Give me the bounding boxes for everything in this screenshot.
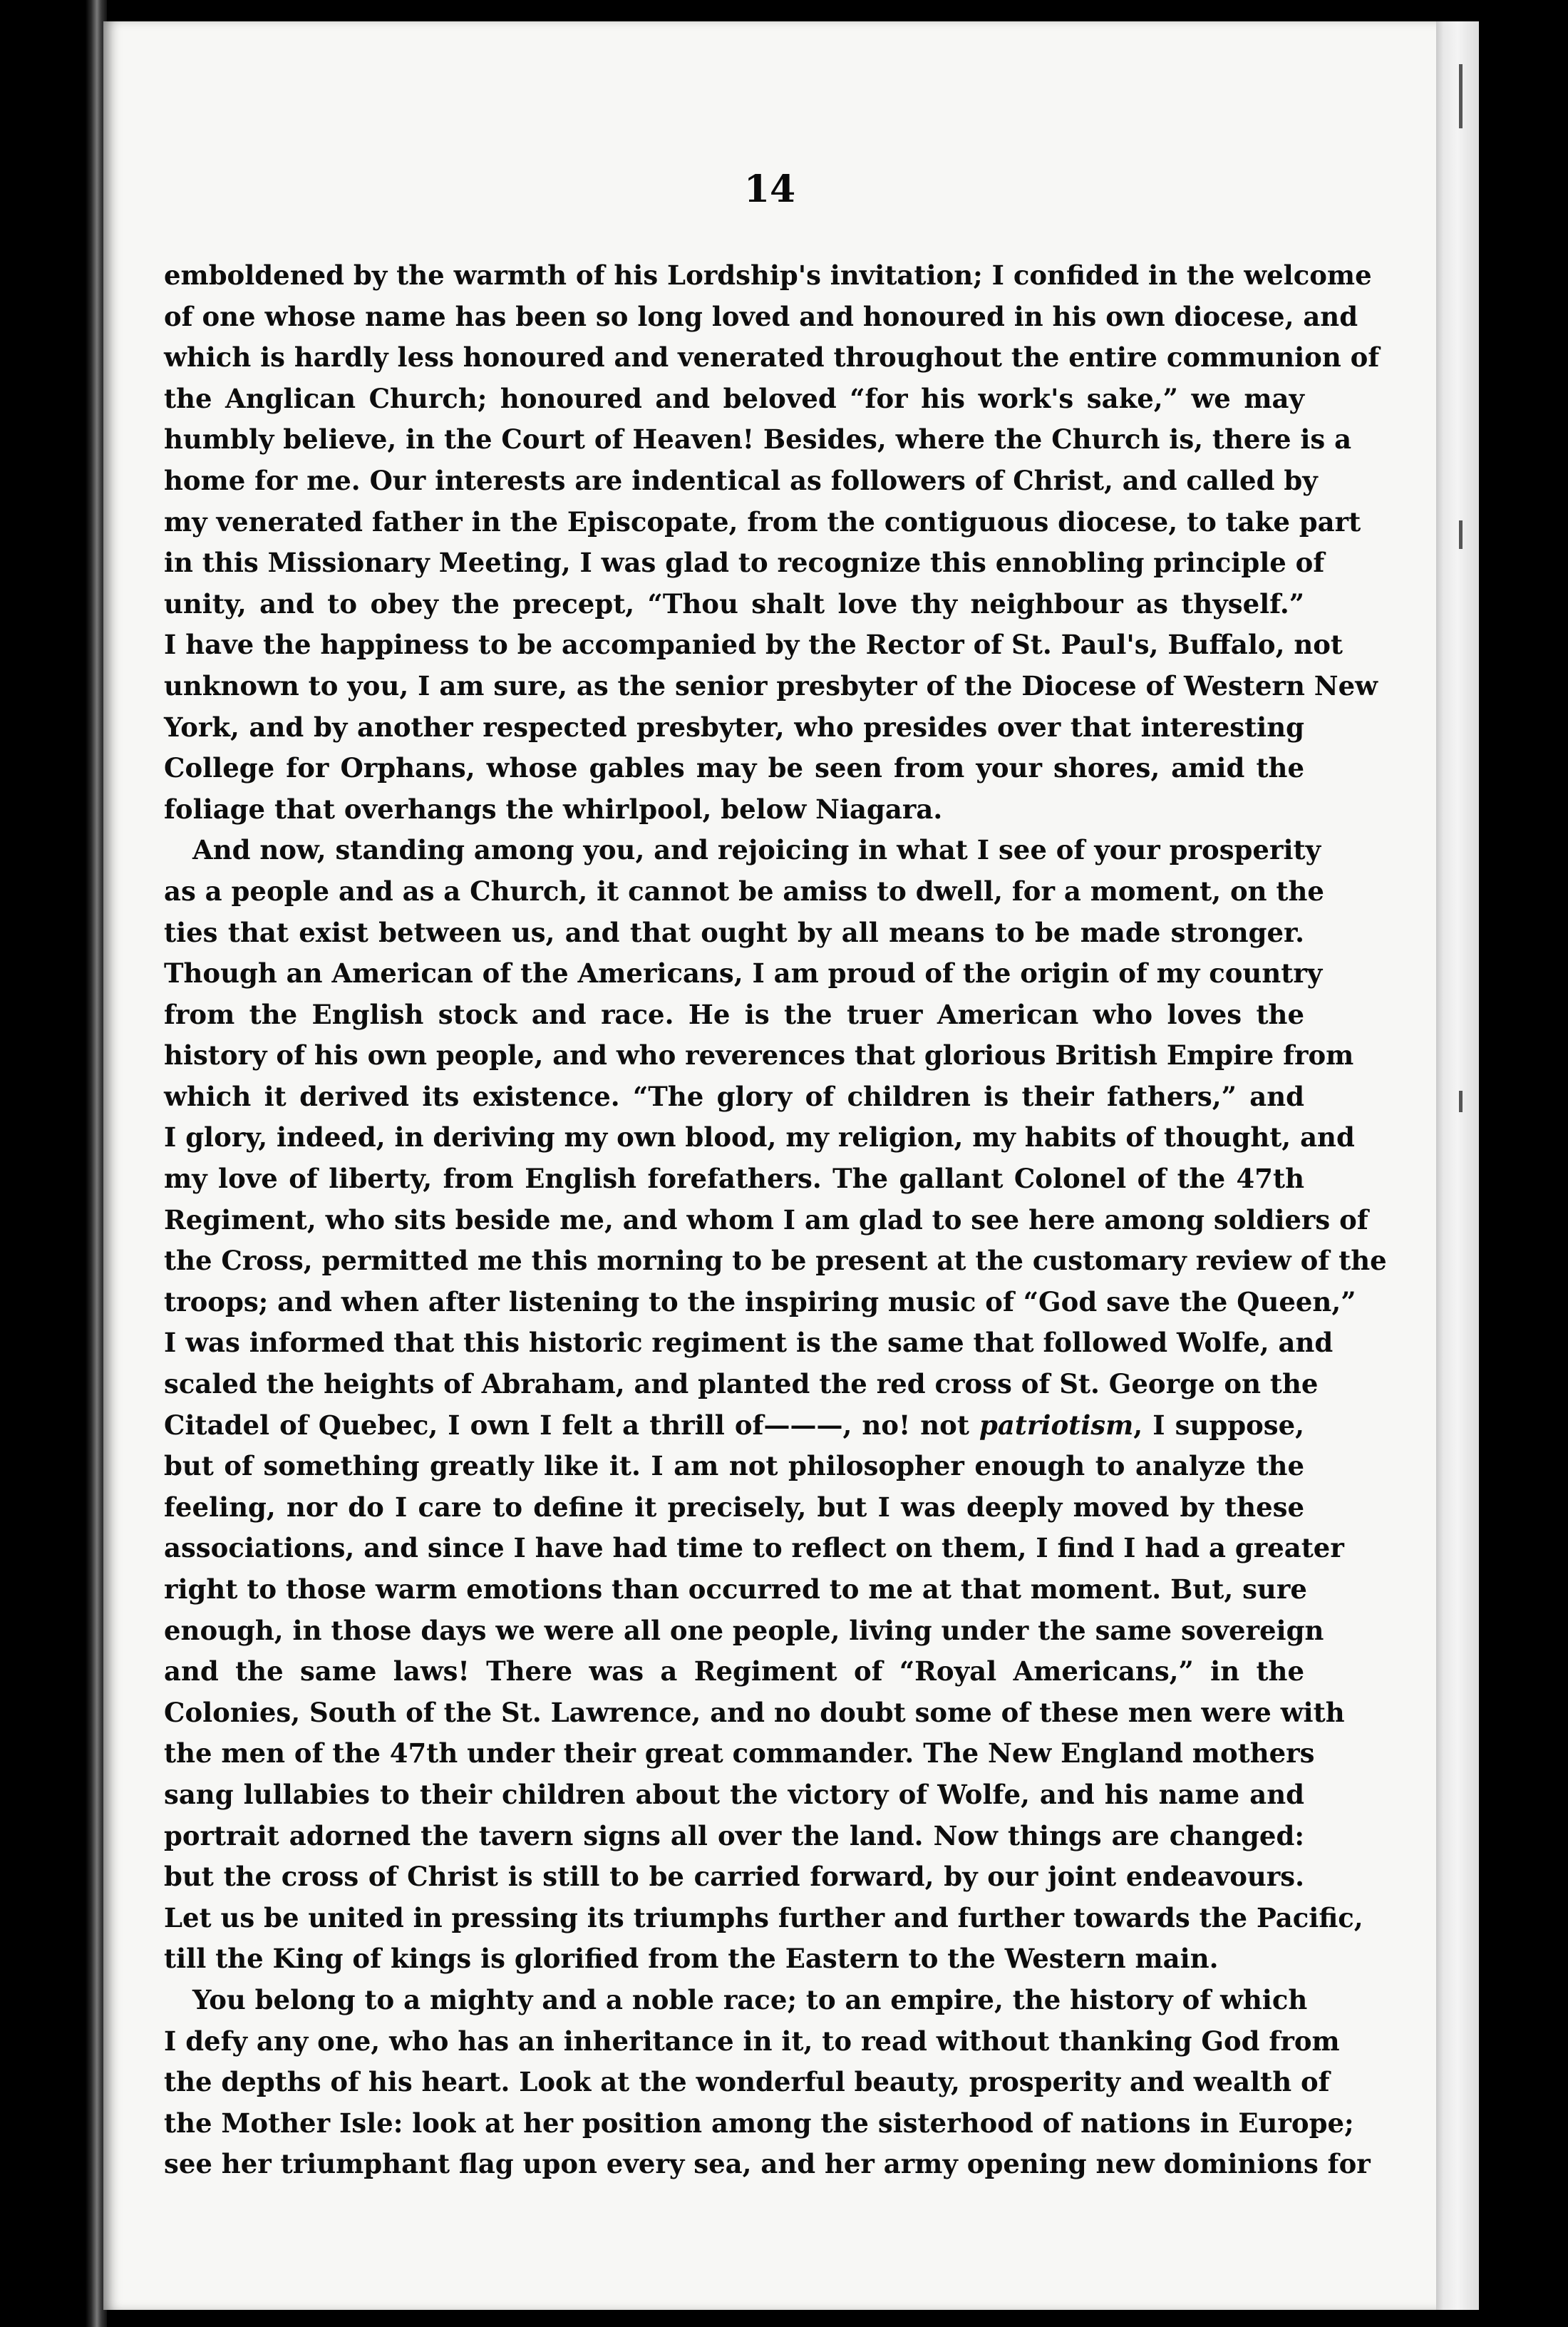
text-line: And now, standing among you, and rejoicing in what I see of your prosperity [192, 834, 1321, 866]
text-line: sang lullabies to their children about the victory of Wolfe, and his name and [164, 1778, 1304, 1810]
text-line: Colonies, South of the St. Lawrence, and no doubt some of these men were with [164, 1696, 1345, 1728]
text-line: from the English stock and race. He is the truer American who loves the [164, 998, 1304, 1030]
text-line: the Mother Isle: look at her position among the sisterhood of nations in Europe; [164, 2107, 1354, 2139]
text-line: and the same laws! There was a Regiment of “Royal Americans,” in the [164, 1655, 1304, 1688]
text-line: College for Orphans, whose gables may be seen from your shores, amid the [164, 752, 1304, 784]
text-line: enough, in those days we were all one people, living under the same sovereign [164, 1614, 1324, 1646]
text-line: You belong to a mighty and a noble race; to an empire, the history of which [192, 1983, 1308, 2015]
text-line: foliage that overhangs the whirlpool, below Niagara. [164, 793, 943, 825]
text-line: my venerated father in the Episcopate, from the contiguous diocese, to take part [164, 505, 1361, 538]
text-line: which it derived its existence. “The glory of children is their fathers,” and [164, 1080, 1304, 1112]
text-line: see her triumphant flag upon every sea, and her army opening new dominions for [164, 2148, 1371, 2180]
text-line: my love of liberty, from English forefathers. The gallant Colonel of the 47th [164, 1163, 1304, 1195]
text-line: in this Missionary Meeting, I was glad to recognize this ennobling principle of [164, 547, 1325, 579]
text-line: Regiment, who sits beside me, and whom I am glad to see here among soldiers of [164, 1203, 1368, 1236]
text-line: I was informed that this historic regiment is the same that followed Wolfe, and [164, 1327, 1334, 1359]
text-line: the Anglican Church; honoured and beloved “for his work's sake,” we may [164, 382, 1304, 414]
text-line: Citadel of Quebec, I own I felt a thrill of———, no! not patriotism, I suppose, [164, 1409, 1304, 1441]
body-text [164, 255, 1387, 2185]
text-line: home for me. Our interests are indentical as followers of Christ, and called by [164, 464, 1318, 496]
text-line: I have the happiness to be accompanied by the Rector of St. Paul's, Buffalo, not [164, 629, 1343, 661]
text-line: as a people and as a Church, it cannot be amiss to dwell, for a moment, on the [164, 875, 1324, 907]
text-line: I glory, indeed, in deriving my own blood, my religion, my habits of thought, and [164, 1121, 1355, 1154]
paragraph [164, 830, 1387, 1980]
text-line: the Cross, permitted me this morning to be present at the customary review of the [164, 1245, 1387, 1277]
text-line: which is hardly less honoured and venerated throughout the entire communion of [164, 341, 1380, 374]
text-line: but the cross of Christ is still to be carried forward, by our joint endeavours. [164, 1861, 1304, 1893]
next-page-edge [1436, 21, 1479, 2310]
text-line: troops; and when after listening to the inspiring music of “God save the Queen,” [164, 1285, 1356, 1317]
text-line: portrait adorned the tavern signs all over the land. Now things are changed: [164, 1819, 1304, 1851]
text-line: associations, and since I have had time to reflect on them, I find I had a greater [164, 1532, 1344, 1564]
book-page [103, 21, 1436, 2310]
text-line: right to those warm emotions than occurred to me at that moment. But, sure [164, 1573, 1307, 1605]
text-line: unity, and to obey the precept, “Thou shalt love thy neighbour as thyself.” [164, 587, 1304, 620]
page-number: 14 [743, 168, 796, 211]
paragraph [164, 255, 1380, 830]
binding-edge [0, 0, 107, 2327]
text-line: but of something greatly like it. I am not philosopher enough to analyze the [164, 1450, 1304, 1482]
text-line: humbly believe, in the Court of Heaven! Besides, where the Church is, there is a [164, 423, 1352, 456]
paragraph [164, 1980, 1371, 2185]
text-line: I defy any one, who has an inheritance in it, to read without thanking God from [164, 2025, 1340, 2057]
text-line: scaled the heights of Abraham, and planted the red cross of St. George on the [164, 1368, 1319, 1400]
text-line: the depths of his heart. Look at the wonderful beauty, prosperity and wealth of [164, 2066, 1330, 2098]
text-line: ties that exist between us, and that ought by all means to be made stronger. [164, 916, 1304, 948]
text-line: the men of the 47th under their great commander. The New England mothers [164, 1737, 1315, 1769]
text-line: emboldened by the warmth of his Lordship's invitation; I confided in the welcome [164, 260, 1372, 291]
text-line: Let us be united in pressing its triumphs further and further towards the Pacific, [164, 1901, 1363, 1933]
text-line: unknown to you, I am sure, as the senior presbyter of the Diocese of Western New [164, 669, 1378, 702]
text-line: feeling, nor do I care to define it precisely, but I was deeply moved by these [164, 1491, 1304, 1523]
text-line: of one whose name has been so long loved and honoured in his own diocese, and [164, 300, 1358, 332]
text-line: York, and by another respected presbyter, who presides over that interesting [164, 711, 1304, 743]
text-line: Though an American of the Americans, I am proud of the origin of my country [164, 957, 1323, 990]
text-line: history of his own people, and who reverences that glorious British Empire from [164, 1039, 1354, 1072]
text-line: till the King of kings is glorified from the Eastern to the Western main. [164, 1943, 1219, 1975]
scan-margin-right [1479, 0, 1568, 2327]
